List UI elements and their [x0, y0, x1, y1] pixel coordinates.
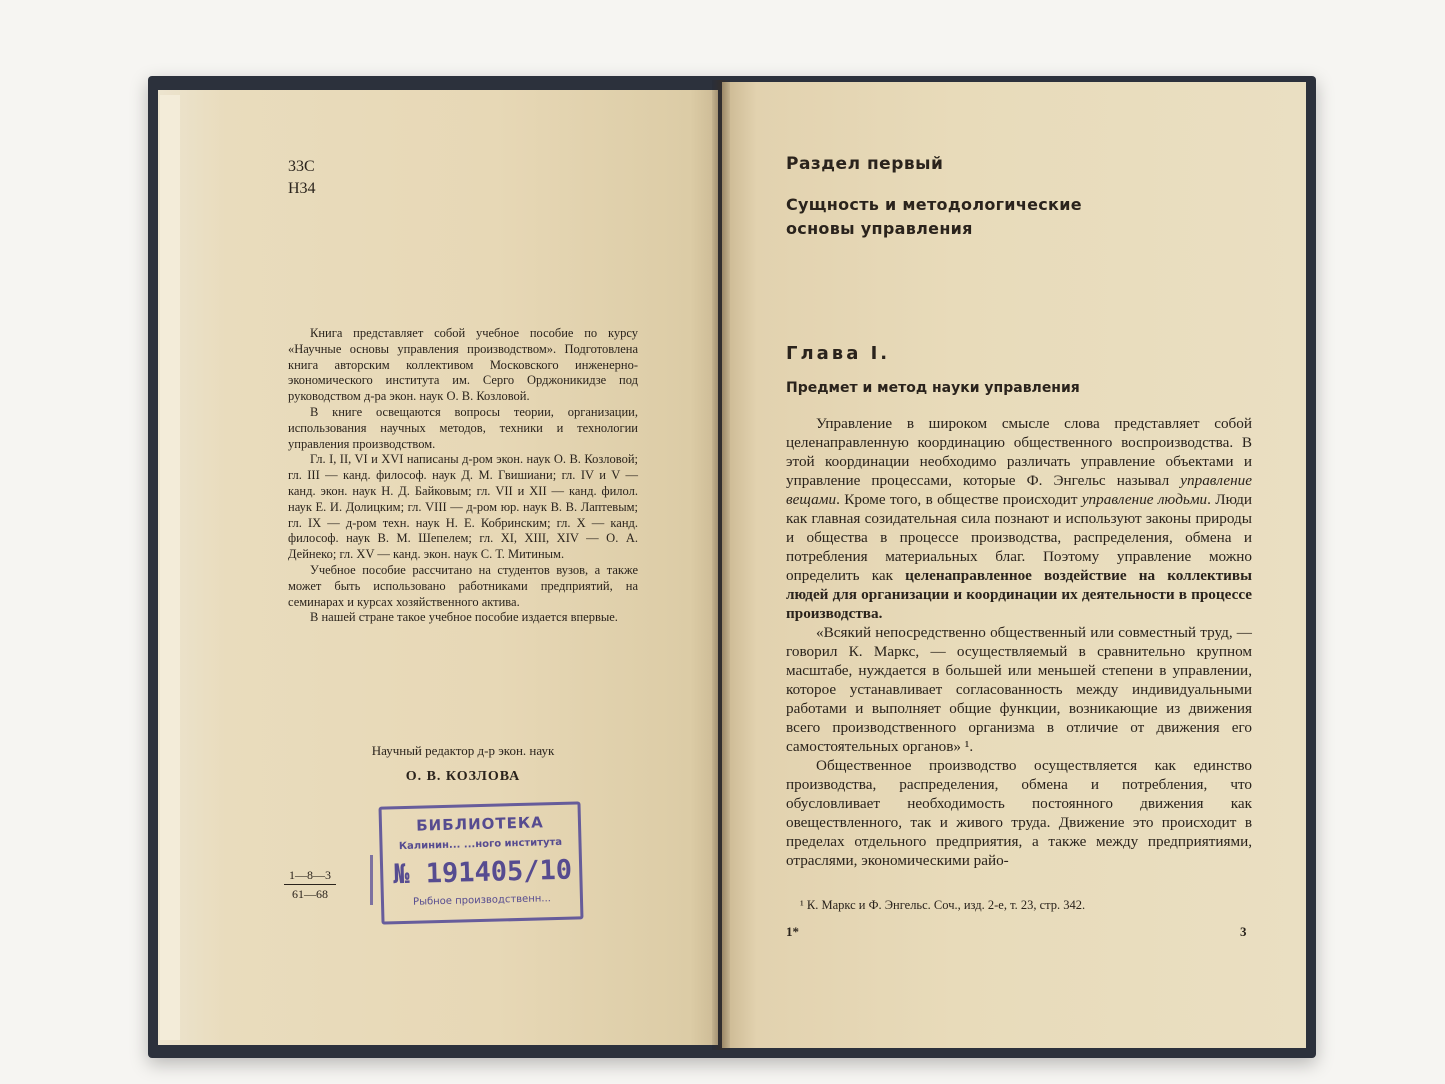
stamp-line-1: БИБЛИОТЕКА: [415, 813, 544, 835]
italic-run: управление людьми: [1081, 491, 1208, 508]
section-heading: Раздел первый: [786, 154, 944, 174]
library-code-top: 1—8—3: [289, 868, 331, 882]
section-title-line: Сущность и методологические: [786, 195, 1082, 214]
body-text: [786, 414, 1252, 870]
chapter-title: Предмет и метод науки управления: [786, 380, 1080, 396]
stamp-line-2: Калинин... ...ного института: [398, 836, 563, 853]
stamp-number: № 191405/10: [392, 854, 573, 891]
editor-name: О. В. КОЗЛОВА: [405, 769, 521, 784]
body-paragraph: [786, 414, 1252, 623]
library-stamp: [378, 801, 583, 924]
text-run: Управление в широком смысле слова представляет собой целенаправленную координацию общественного воспроизводства. В этой координации необходимо различать управление объектами и управление процессами, которые Ф. Энгельс называл: [786, 415, 1252, 489]
body-paragraph: Общественное производство осуществляется как единство производства, распределения, обмена и потребления, что обусловливает необходимость постоянного движения как овеществленного, так и живого труда. Движение это происходит в пределах отдельного предприятия, а также между предприятиями, отраслями, экономическими райо-: [786, 757, 1252, 869]
bold-run: целенаправленное воздействие на коллективы людей для организации и координации их деятельности в процессе производства.: [786, 567, 1252, 622]
text-run: . Кроме того, в обществе происходит: [836, 491, 1082, 508]
chapter-heading: Глава I.: [786, 343, 891, 364]
class-code-1: 33С: [288, 158, 315, 175]
stamp-line-4: Рыбное производственн...: [412, 893, 552, 908]
annotation-paragraph: Учебное пособие рассчитано на студентов вузов, а также может быть использовано работниками предприятий, на семинарах и курсах хозяйственного актива.: [288, 562, 638, 609]
section-title-line: основы управления: [786, 219, 973, 238]
signature-mark: 1*: [786, 924, 799, 939]
class-code-2: Н34: [288, 180, 316, 197]
book-gutter: [712, 80, 730, 1050]
section-title: [786, 193, 1166, 241]
annotation-paragraph: Гл. I, II, VI и XVI написаны д-ром экон. наук О. В. Козловой; гл. III — канд. философ. наук Д. М. Гвишиани; гл. IV и V — канд. экон. наук Н. Д. Байковым; гл. VII и XII — канд. филол. наук Е. И. Долицким; гл. VIII — д-ром юр. наук В. В. Лаптевым; гл. IX — д-ром техн. наук Н. Е. Кобринским; гл. X — канд. философ. наук В. М. Шепелем; гл. XI, XIII, XIV — О. А. Дейнеко; гл. XV — канд. экон. наук С. Т. Митиным.: [288, 452, 638, 562]
editor-block: [288, 738, 638, 790]
body-paragraph: «Всякий непосредственно общественный или совместный труд, — говорил К. Маркс, — осуществляемый в сравнительно крупном масштабе, нуждается в большей или меньшей степени в управлении, которое устанавливает согласованность между индивидуальными работами и выполняет общие функции, возникающие из движения всего производственного организма в отличие от движения его самостоятельных органов» ¹.: [786, 624, 1252, 755]
footnote: ¹ К. Маркс и Ф. Энгельс. Соч., изд. 2-е, т. 23, стр. 342.: [800, 898, 1086, 912]
annotation-paragraph: Книга представляет собой учебное пособие по курсу «Научные основы управления производством». Подготовлена книга авторским коллективом Московского инженерно-экономического института им. Серго Орджоникидзе под руководством д-ра экон. наук О. В. Козловой.: [288, 326, 638, 404]
library-code-bottom: 61—68: [284, 884, 336, 903]
annotation-paragraph: В нашей стране такое учебное пособие издается впервые.: [310, 610, 618, 625]
italic-run: управление вещами: [786, 472, 1252, 508]
annotation: [288, 326, 638, 626]
annotation-paragraph: В книге освещаются вопросы теории, организации, использования научных методов, техники и технологии управления производством.: [288, 404, 638, 451]
left-page-edge: [160, 95, 180, 1040]
page-number: 3: [1240, 924, 1247, 939]
text-run: . Люди как главная созидательная сила познают и используют законы природы и общества в процессе производства, распределения, обмена и потребления материальных благ. Поэтому управление можно определить как: [786, 491, 1252, 584]
library-code: [284, 866, 336, 903]
editor-label: Научный редактор д-р экон. наук: [371, 743, 555, 758]
